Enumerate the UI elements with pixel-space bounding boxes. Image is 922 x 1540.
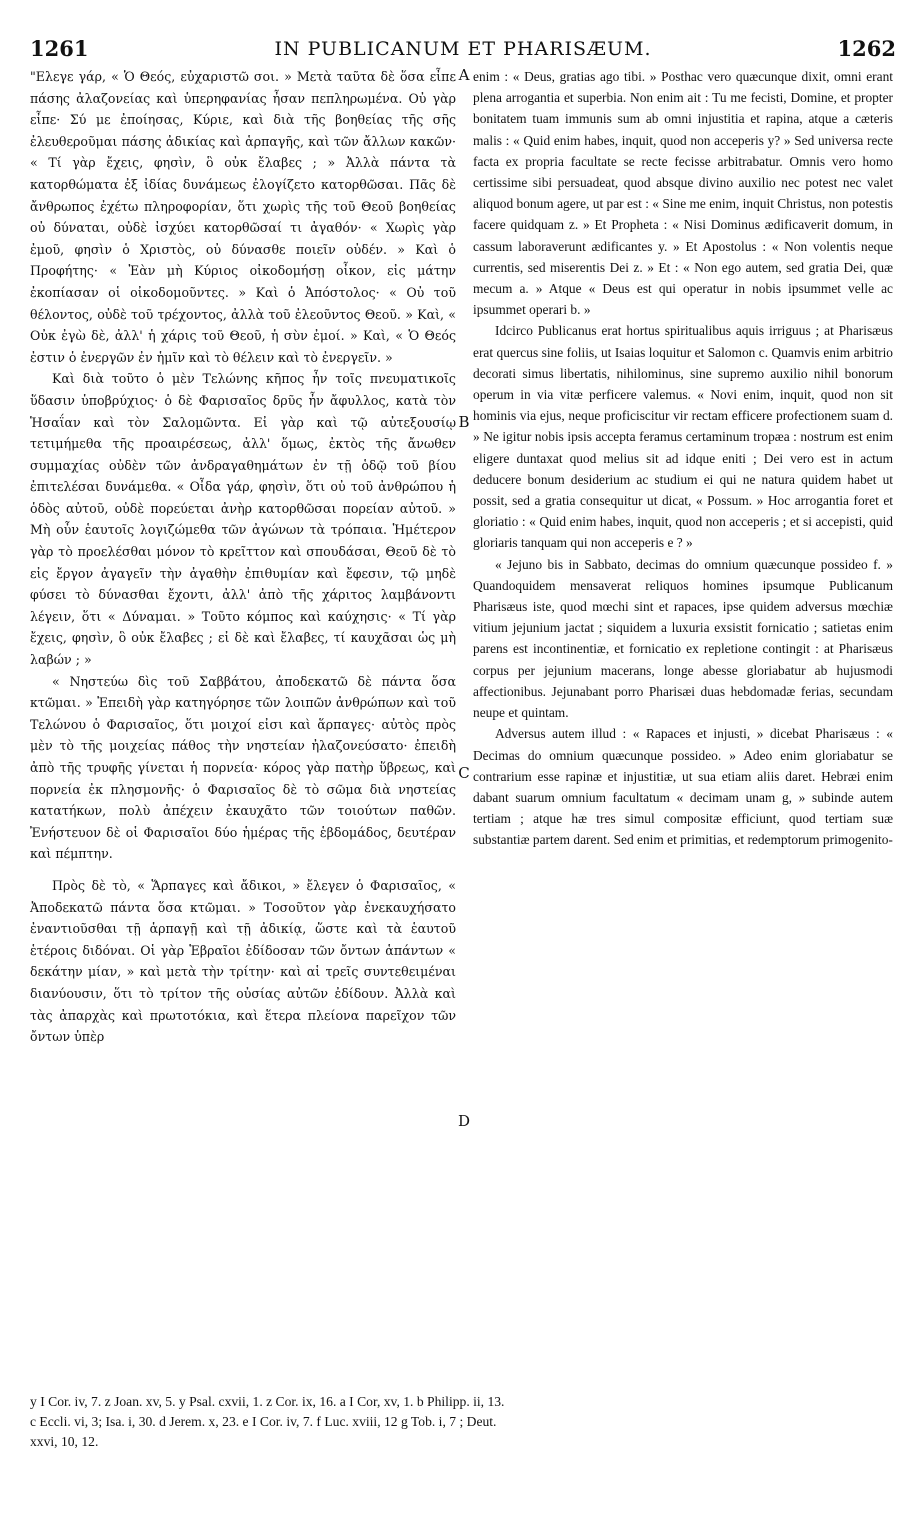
- latin-paragraph: Idcirco Publicanus erat hortus spiritualibus aquis irriguus ; at Pharisæus erat quercus sine foliis, ut Isaias loquitur et Salomon c. Quamvis enim arbitrio decorati simus libertatis, nihilominus, sine supremo auxilio nihil bonorum operum in via vitæ perficere valemus. « Novi enim, inquit, quod non sit hominis via ejus, neque proficiscitur vir rectam efficere profectionem suam d. » Ne igitur nobis ipsis accepta feramus certaminum tropæa : nostrum est enim eligere duntaxat quod melius sit ad idque eniti ; Dei vero est in actum deducere bonum desiderium ac studium ei qui ne natura quidem habet ut possit, sed a gratia consequitur ut dicat, « Possum. » Hoc arrogantia foret et gloriatio : « Quid enim habes, inquit, quod non acceperis ; et si accepisti, quid gloriaris tanquam qui non acceperis e ? »: [473, 323, 893, 551]
- margin-letter-c: C: [458, 764, 470, 782]
- page-number-right: 1262: [837, 36, 896, 61]
- greek-paragraph: "Ελεγε γάρ, « Ὁ Θεός, εὐχαριστῶ σοι. » Μετὰ ταῦτα δὲ ὅσα εἶπε πάσης ἀλαζονείας καὶ ὑπερηφανίας ἦσαν πεπληρωμένα. Οὐ γὰρ εἶπε· Σύ με ἐποίησας, Κύριε, καὶ διὰ τῆς βοηθείας τῆς σῆς ἐλευθεροῦμαι πάσης ἀδικίας καὶ ἁρπαγῆς, καὶ τῶν ἄλλων κακῶν· « Τί γὰρ ἔχεις, φησὶν, ὃ οὐκ ἔλαβες ; » Ἀλλὰ πάντα τὰ κατορθώματα ἐξ ἰδίας δυνάμεως ἐλογίζετο κατορθῶσαι. Πᾶς δὲ ἄνθρωπος ἐχέτω πληροφορίαν, ὅτι χωρὶς τῆς τοῦ Θεοῦ βοηθείας οὐ δύναται, οὐδὲ ἰσχύει κατορθῶσαί τι ἀγαθόν· « Χωρὶς γὰρ ἐμοῦ, φησὶν ὁ Χριστὸς, οὐ δύνασθε ποιεῖν οὐδέν. » Καὶ ὁ Προφήτης· « Ἐὰν μὴ Κύριος οἰκοδομήσῃ οἶκον, εἰς μάτην ἐκοπίασαν οἱ οἰκοδομοῦντες. » Καὶ ὁ Ἀπόστολος· « Οὐ τοῦ θέλοντος, οὐδὲ τοῦ τρέχοντος, ἀλλὰ τοῦ ἐλεοῦντος Θεοῦ. » Καὶ, « Οὐκ ἐγὼ δὲ, ἀλλ' ἡ χάρις τοῦ Θεοῦ, ἡ σὺν ἐμοί. » Καὶ, « Ὁ Θεός ἐστιν ὁ ἐνεργῶν ἐν ἡμῖν καὶ τὸ θέλειν καὶ τὸ ἐνεργεῖν. »: [30, 69, 456, 365]
- running-header: [30, 36, 896, 64]
- page-number-left: 1261: [30, 36, 89, 61]
- margin-letter-b: B: [458, 413, 470, 431]
- greek-paragraph: « Νηστεύω δὶς τοῦ Σαββάτου, ἀποδεκατῶ δὲ πάντα ὅσα κτῶμαι. » Ἐπειδὴ γὰρ κατηγόρησε τῶν λοιπῶν ἀνθρώπων καὶ τοῦ Τελώνου ὁ Φαρισαῖος, ὅτι μοιχοί εἰσι καὶ ἅρπαγες· αὐτὸς πρὸς μὲν τὸ τῆς μοιχείας πάθος τὴν νηστείαν ἠλαζονεύσατο· ἐπειδὴ ἀπὸ τῆς τρυφῆς γίνεται ἡ πορνεία· κόρος γὰρ πατὴρ ὕβρεως, καὶ πορνεία ἐκ πλησμονῆς· ὁ Φαρισαῖος δὲ τὸ σῶμα διὰ νηστείας κατατήκων, πολὺ ἀπέχειν ἐκαυχᾶτο τῶν τοιούτων παθῶν. Ἐνήστευον δὲ οἱ Φαρισαῖοι δύο ἡμέρας τῆς ἑβδομάδος, δευτέραν καὶ πέμπτην.: [30, 673, 456, 862]
- margin-letter-d: D: [457, 1112, 471, 1130]
- latin-paragraph: Adversus autem illud : « Rapaces et injusti, » dicebat Pharisæus : « Decimas do omnium quæcunque possideo. » Adeo enim gloriabatur se contrarium esse rapinæ et injustitiæ, ut sua etiam aliis daret. Hebræi enim dabant suarum omnium facultatum « decimam unam g, » subinde autem tertiam ; atque hæ tres simul compositæ efficiunt, quod tertiam suæ substantiæ partem darent. Sed enim et primitias, et redemptorum primogenito-: [473, 726, 893, 848]
- footnote-line: c Eccli. vi, 3; Isa. i, 30. d Jerem. x, 23. e I Cor. iv, 7. f Luc. xviii, 12 g Tob. i, 7 ; Deut.: [30, 1414, 497, 1429]
- latin-paragraph: enim : « Deus, gratias ago tibi. » Posthac vero quæcunque dixit, omni erant plena arrogantia et superbia. Non enim ait : Tu me fecisti, Domine, et propter bonitatem tuam immunis sum ab omni injustitia et rapina, atque a cæteris malis : « Quid enim habes, inquit, quod non acceperis y? » Sed universa recte facta ex propria facultate se recte fecisse arbitrabatur. Omnis vero homo certissime sibi persuadeat, quod absque divino auxilio nec potest nec valet aliquod bonum agere, ut par est : « Sine me enim, inquit Christus, non potestis facere quidquam z. » Et Propheta : « Nisi Dominus ædificaverit domum, in cassum laboraverunt ædificantes y. » Et Apostolus : « Non volentis neque currentis, sed miserentis Dei z. » Et : « Non ego autem, sed gratia Dei, quæ mecum a. » Atque « Deus est qui operatur in nobis ipsummet velle ac ipsummet operari b. »: [473, 69, 893, 318]
- footnote-line: y I Cor. iv, 7. z Joan. xv, 5. y Psal. cxvii, 1. z Cor. ix, 16. a I Cor, xv, 1. b Philipp. ii, 13.: [30, 1394, 505, 1409]
- margin-letter-a: A: [458, 66, 470, 84]
- greek-paragraph: Πρὸς δὲ τὸ, « Ἅρπαγες καὶ ἄδικοι, » ἔλεγεν ὁ Φαρισαῖος, « Ἀποδεκατῶ πάντα ὅσα κτῶμαι. » Τοσοῦτον γὰρ ἐνεκαυχήσατο ἐναντιοῦσθαι τῇ ἁρπαγῇ καὶ τῇ ἀδικίᾳ, ὥστε καὶ τὰ ἑαυτοῦ ἑτέροις διδόναι. Οἱ γὰρ Ἑβραῖοι ἐδίδοσαν τῶν ὄντων ἁπάντων « δεκάτην μίαν, » καὶ μετὰ τὴν τρίτην· καὶ αἱ τρεῖς συντεθειμέναι διανύουσιν, ὅτι τὸ τρίτον τῆς οὐσίας αὐτῶν ἐδίδουν. Ἀλλὰ καὶ τὰς ἀπαρχὰς καὶ πρωτοτόκια, καὶ ἕτερα πλείονα παρεῖχον τῶν ὄντων ὑπὲρ: [30, 877, 456, 1045]
- footnote-line: xxvi, 10, 12.: [30, 1434, 99, 1449]
- greek-paragraph: Καὶ διὰ τοῦτο ὁ μὲν Τελώνης κῆπος ἦν τοῖς πνευματικοῖς ὕδασιν ὑποβρύχιος· ὁ δὲ Φαρισαῖος δρῦς ἦν ἄφυλλος, κατὰ τὸν Ἡσαΐαν καὶ τὸν Σαλομῶντα. Εἰ γὰρ καὶ τῷ αὐτεξουσίῳ τετιμήμεθα τῆς προαιρέσεως, ἀλλ' ὅμως, ἐκτὸς τῆς ἄνωθεν συμμαχίας οὐδὲν τῶν ἀνδραγαθημάτων ἐν τῇ ὁδῷ τοῦ βίου ἐπιτελέσαι δυνάμεθα. « Οἶδα γάρ, φησὶν, ὅτι οὐ τοῦ ἀνθρώπου ἡ ὁδὸς αὐτοῦ, οὐδὲ πορεύεται ἀνὴρ κατορθῶσαι πορείαν αὐτοῦ. » Μὴ οὖν ἑαυτοῖς λογιζώμεθα τῶν ἀγώνων τὰ τρόπαια. Ἡμέτερον γὰρ τὸ προελέσθαι μόνον τὸ κρεῖττον καὶ σπουδάσαι, Θεοῦ δὲ τὸ εἰς ἔργον ἀγαγεῖν τὴν ἀγαθὴν ἐπιθυμίαν καὶ ἔφεσιν, τῷ μηδὲ φύσει τὸ δύνασθαι ἔχοντι, ἀλλ' ἀπὸ τῆς χάριτος λαμβάνοντι λέγειν, ὅτι « Δύναμαι. » Τοῦτο κόμπος καὶ καύχησις· « Τί γὰρ ἔχεις, φησὶν, ὃ οὐκ ἔλαβες ; εἰ δὲ καὶ ἔλαβες, τί καυχᾶσαι ὡς μὴ λαβών ; »: [30, 371, 456, 668]
- latin-column: [473, 66, 893, 851]
- latin-paragraph: « Jejuno bis in Sabbato, decimas do omnium quæcunque possideo f. » Quandoquidem mensaverat reliquos homines ipsumque Publicanum Pharisæus iste, quod mœchi sint et rapaces, ipse quidem adversus mœchiæ vitium jejunium jactat ; siquidem a luxuria exsistit fornicatio ; satietas enim parens est incontinentiæ, et fornicatio ex repletione contingit : at Pharisæus corpus per jejunium macerans, longe abesse gloriabatur ab hujusmodi affectionibus. Jejunabant porro Pharisæi duas hebdomadæ ferias, secundam neupe et quintam.: [473, 556, 893, 721]
- footnotes: [30, 1392, 896, 1452]
- running-title: IN PUBLICANUM ET PHARISÆUM.: [274, 38, 652, 60]
- greek-column: [30, 66, 456, 1048]
